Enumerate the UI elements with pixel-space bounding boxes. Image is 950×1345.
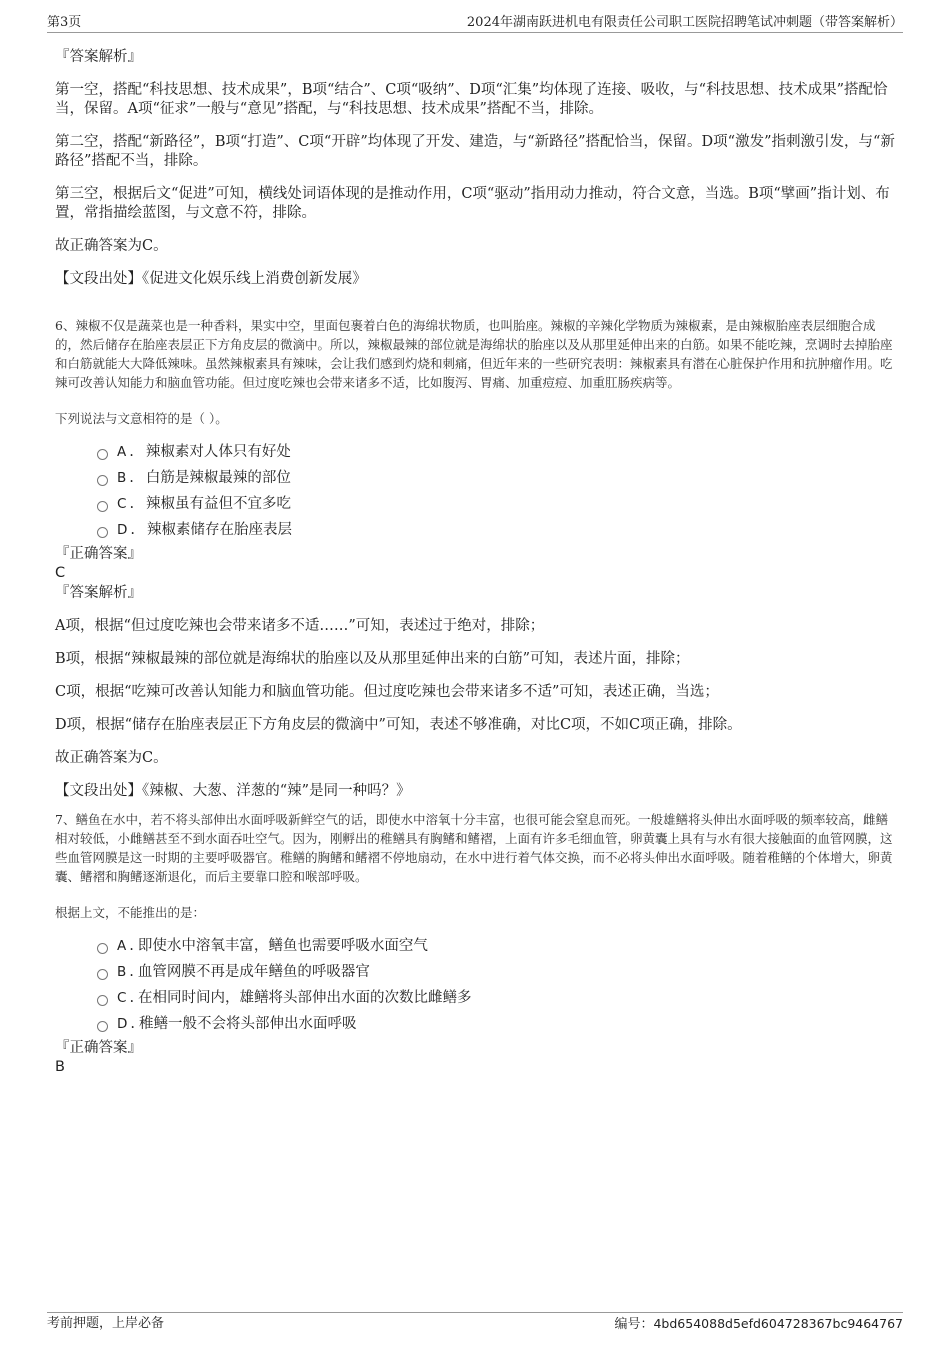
option-text: 辣椒素储存在胎座表层 (147, 522, 293, 538)
q7-option-c[interactable]: C . 在相同时间内，雄鳝将头部伸出水面的次数比雌鳝多 (97, 985, 900, 1011)
option-text: 即使水中溶氧丰富，鳝鱼也需要呼吸水面空气 (137, 938, 428, 954)
radio-icon[interactable] (97, 943, 108, 954)
q6-options (55, 439, 900, 543)
radio-icon[interactable] (97, 1021, 108, 1032)
q6-option-d[interactable]: D . 辣椒素储存在胎座表层 (97, 517, 900, 543)
page-content (55, 44, 900, 1076)
radio-icon[interactable] (97, 501, 108, 512)
q7-option-b[interactable]: B . 血管网膜不再是成年鳝鱼的呼吸器官 (97, 959, 900, 985)
q7-correct-answer: B (55, 1059, 65, 1075)
q6-analysis-b: B项，根据“辣椒最辣的部位就是海绵状的胎座以及从那里延伸出来的白筋”可知，表述片面，排除； (55, 651, 690, 667)
document-code-value: 4bd654088d5efd604728367bc9464767 (653, 1316, 903, 1331)
page-header (47, 14, 903, 33)
document-code-label: 编号： (614, 1317, 654, 1332)
q6-analysis-d: D项，根据“储存在胎座表层正下方角皮层的微滴中”可知，表述不够准确，对比C项，不如C项正确，排除。 (55, 717, 742, 733)
q7-option-a[interactable]: A . 即使水中溶氧丰富，鳝鱼也需要呼吸水面空气 (97, 933, 900, 959)
radio-icon[interactable] (97, 449, 108, 460)
q6-conclusion: 故正确答案为C。 (55, 750, 168, 766)
option-text: 辣椒虽有益但不宜多吃 (146, 496, 292, 512)
radio-icon[interactable] (97, 969, 108, 980)
q5-analysis-heading: 『答案解析』 (55, 49, 142, 65)
q6-passage: 6、辣椒不仅是蔬菜也是一种香料，果实中空，里面包裹着白色的海绵状物质，也叫胎座。辣椒的辛辣化学物质为辣椒素，是由辣椒胎座表层细胞合成的，然后储存在胎座表层正下方角皮层的微滴中。所以，辣椒最辣的部位就是海绵状的胎座以及从那里延伸出来的白筋。如果不能吃辣，烹调时去掉胎座和白筋就能大大降低辣味。虽然辣椒素具有辣味，会让我们感到灼烧和刺痛，但近年来的一些研究表明：辣椒素具有潜在心脏保护作用和抗肿瘤作用。吃辣可改善认知能力和脑血管功能。但过度吃辣也会带来诸多不适，比如腹泻、胃痛、加重痘痘、加重肛肠疾病等。 (55, 318, 893, 390)
q6-correct-heading: 『正确答案』 (55, 546, 142, 562)
page-footer (47, 1312, 903, 1333)
option-text: 在相同时间内，雄鳝将头部伸出水面的次数比雌鳝多 (138, 990, 472, 1006)
q7-correct-heading: 『正确答案』 (55, 1040, 142, 1056)
q6-option-c[interactable]: C . 辣椒虽有益但不宜多吃 (97, 491, 900, 517)
q7-passage: 7、鳝鱼在水中，若不将头部伸出水面呼吸新鲜空气的话，即使水中溶氧十分丰富，也很可能会窒息而死。一般雄鳝将头伸出水面呼吸的频率较高，雌鳝相对较低，小雌鳝甚至不到水面吞吐空气。因为，刚孵出的稚鳝具有胸鳍和鳍褶，上面有许多毛细血管，卵黄囊上具有与水有很大接触面的血管网膜，这些血管网膜是这一时期的主要呼吸器官。稚鳝的胸鳍和鳍褶不停地扇动，在水中进行着气体交换，而不必将头伸出水面呼吸。随着稚鳝的个体增大，卵黄囊、鳍褶和胸鳍逐渐退化，而后主要靠口腔和喉部呼吸。 (55, 812, 893, 884)
q6-analysis-a: A项，根据“但过度吃辣也会带来诸多不适……”可知，表述过于绝对，排除； (55, 618, 545, 634)
q6-source: 【文段出处】《辣椒、大葱、洋葱的“辣”是同一种吗？》 (55, 783, 411, 799)
radio-icon[interactable] (97, 995, 108, 1006)
q6-analysis-c: C项，根据“吃辣可改善认知能力和脑血管功能。但过度吃辣也会带来诸多不适”可知，表述正确，当选； (55, 684, 719, 700)
q6-correct-answer: C (55, 565, 66, 581)
option-text: 血管网膜不再是成年鳝鱼的呼吸器官 (137, 964, 370, 980)
document-title: 2024年湖南跃进机电有限责任公司职工医院招聘笔试冲刺题（带答案解析） (466, 15, 903, 30)
page-number: 第3页 (47, 15, 82, 30)
q5-analysis-p2: 第二空，搭配“新路径”，B项“打造”、C项“开辟”均体现了开发、建造，与“新路径”搭配恰当，保留。D项“激发”指刺激引发，与“新路径”搭配不当，排除。 (55, 134, 895, 169)
q6-question: 下列说法与文意相符的是（ ）。 (55, 411, 228, 426)
document-code (614, 1315, 903, 1334)
footer-slogan: 考前押题，上岸必备 (47, 1316, 165, 1331)
q7-question: 根据上文，不能推出的是： (55, 905, 206, 920)
q5-analysis-p1: 第一空，搭配“科技思想、技术成果”，B项“结合”、C项“吸纳”、D项“汇集”均体现了连接、吸收，与“科技思想、技术成果”搭配恰当，保留。A项“征求”一般与“意见”搭配，与“科技思想、技术成果”搭配不当，排除。 (55, 82, 888, 117)
q5-conclusion: 故正确答案为C。 (55, 238, 168, 254)
option-text: 稚鳝一般不会将头部伸出水面呼吸 (139, 1016, 357, 1032)
q6-analysis-heading: 『答案解析』 (55, 585, 142, 601)
q6-option-a[interactable]: A . 辣椒素对人体只有好处 (97, 439, 900, 465)
q7-option-d[interactable]: D . 稚鳝一般不会将头部伸出水面呼吸 (97, 1011, 900, 1037)
radio-icon[interactable] (97, 527, 108, 538)
option-text: 辣椒素对人体只有好处 (145, 444, 291, 460)
radio-icon[interactable] (97, 475, 108, 486)
q5-analysis-p3: 第三空，根据后文“促进”可知，横线处词语体现的是推动作用，C项“驱动”指用动力推动，符合文意，当选。B项“擘画”指计划、布置，常指描绘蓝图，与文意不符，排除。 (55, 186, 890, 221)
q7-options (55, 933, 900, 1037)
q5-source: 【文段出处】《促进文化娱乐线上消费创新发展》 (55, 271, 367, 287)
option-text: 白筋是辣椒最辣的部位 (145, 470, 291, 486)
q6-option-b[interactable]: B . 白筋是辣椒最辣的部位 (97, 465, 900, 491)
